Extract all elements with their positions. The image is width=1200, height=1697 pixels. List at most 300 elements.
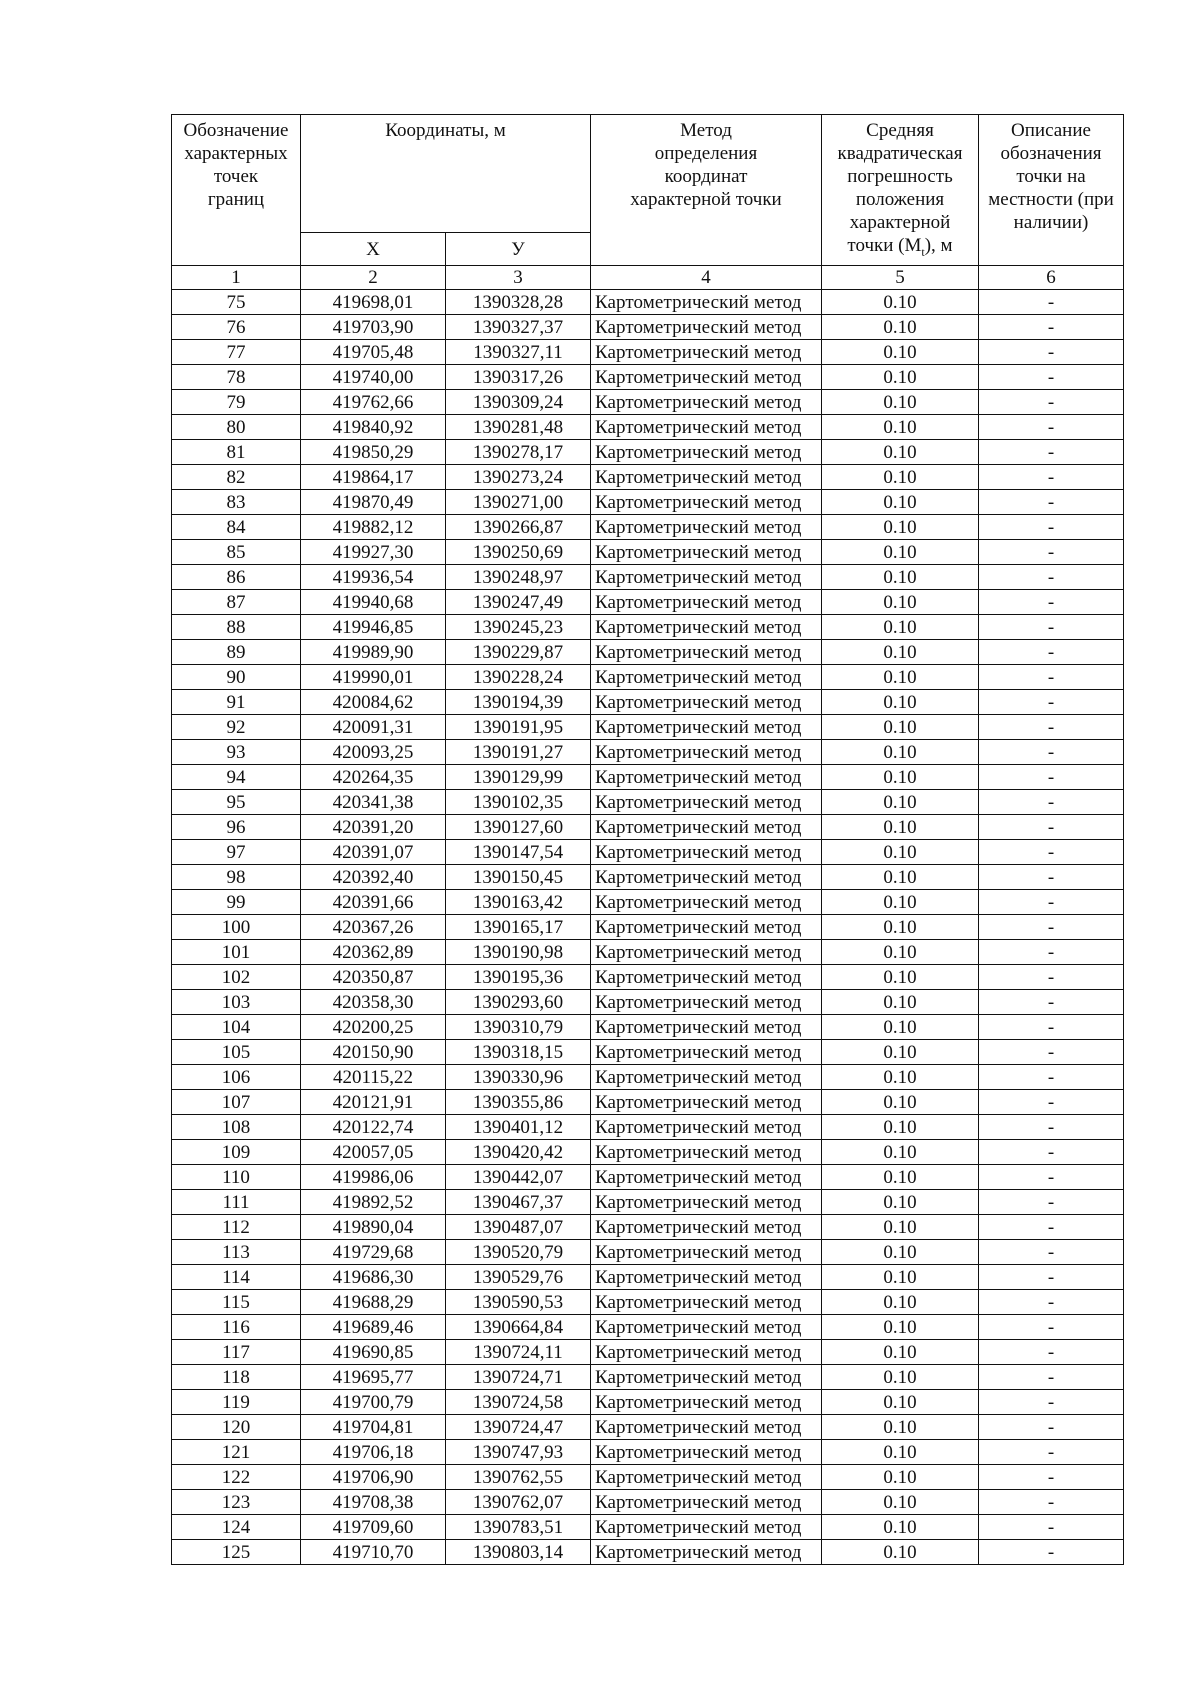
method-cell: Картометрический метод [591,665,822,690]
x-coordinate-cell: 419850,29 [301,440,446,465]
x-coordinate-cell: 419990,01 [301,665,446,690]
method-cell: Картометрический метод [591,1490,822,1515]
table-row [172,790,1124,815]
coordinates-table [171,114,1124,1565]
y-coordinate-cell: 1390229,87 [446,640,591,665]
mean-error-cell: 0.10 [822,815,979,840]
mean-error-cell: 0.10 [822,915,979,940]
method-cell: Картометрический метод [591,1440,822,1465]
column-number: 5 [822,266,979,290]
table-row [172,1065,1124,1090]
method-cell: Картометрический метод [591,990,822,1015]
x-coordinate-cell: 419703,90 [301,315,446,340]
table-row [172,1490,1124,1515]
y-coordinate-cell: 1390442,07 [446,1165,591,1190]
mean-error-cell: 0.10 [822,490,979,515]
column-number: 3 [446,266,591,290]
description-cell: - [979,1340,1124,1365]
y-coordinate-cell: 1390330,96 [446,1065,591,1090]
table-row [172,1265,1124,1290]
y-coordinate-cell: 1390355,86 [446,1090,591,1115]
method-cell: Картометрический метод [591,815,822,840]
table-row [172,1115,1124,1140]
y-coordinate-cell: 1390293,60 [446,990,591,1015]
point-number-cell: 104 [172,1015,301,1040]
table-body [172,290,1124,1565]
description-cell: - [979,1465,1124,1490]
mean-error-cell: 0.10 [822,440,979,465]
point-number-cell: 86 [172,565,301,590]
y-coordinate-cell: 1390191,27 [446,740,591,765]
mean-error-cell: 0.10 [822,765,979,790]
point-number-cell: 91 [172,690,301,715]
method-cell: Картометрический метод [591,965,822,990]
method-cell: Картометрический метод [591,615,822,640]
mean-error-cell: 0.10 [822,1040,979,1065]
point-number-cell: 123 [172,1490,301,1515]
x-coordinate-cell: 420093,25 [301,740,446,765]
mean-error-cell: 0.10 [822,1540,979,1565]
table-row [172,1090,1124,1115]
column-number: 4 [591,266,822,290]
description-cell: - [979,1215,1124,1240]
method-cell: Картометрический метод [591,1065,822,1090]
y-coordinate-cell: 1390783,51 [446,1515,591,1540]
description-cell: - [979,1140,1124,1165]
mean-error-cell: 0.10 [822,1415,979,1440]
x-coordinate-cell: 420122,74 [301,1115,446,1140]
column-numbers-row [172,266,1124,290]
table-row [172,490,1124,515]
mean-error-cell: 0.10 [822,1490,979,1515]
y-coordinate-cell: 1390487,07 [446,1215,591,1240]
table-row [172,1340,1124,1365]
point-number-cell: 116 [172,1315,301,1340]
description-cell: - [979,465,1124,490]
table-row [172,1390,1124,1415]
table-row [172,340,1124,365]
table-row [172,640,1124,665]
description-cell: - [979,865,1124,890]
x-coordinate-cell: 419704,81 [301,1415,446,1440]
table-row [172,1315,1124,1340]
point-number-cell: 75 [172,290,301,315]
method-cell: Картометрический метод [591,1290,822,1315]
table-row [172,915,1124,940]
description-cell: - [979,840,1124,865]
description-cell: - [979,765,1124,790]
header-coordinates: Координаты, м [301,115,591,233]
point-number-cell: 106 [172,1065,301,1090]
description-cell: - [979,1390,1124,1415]
table-row [172,590,1124,615]
x-coordinate-cell: 420121,91 [301,1090,446,1115]
mean-error-cell: 0.10 [822,665,979,690]
method-cell: Картометрический метод [591,765,822,790]
y-coordinate-cell: 1390163,42 [446,890,591,915]
method-cell: Картометрический метод [591,715,822,740]
table-row [172,1540,1124,1565]
point-number-cell: 101 [172,940,301,965]
point-number-cell: 90 [172,665,301,690]
x-coordinate-cell: 419688,29 [301,1290,446,1315]
method-cell: Картометрический метод [591,640,822,665]
mean-error-cell: 0.10 [822,1515,979,1540]
y-coordinate-cell: 1390127,60 [446,815,591,840]
header-mean-error: Средняя квадратическая погрешность положения характерной точки $(M_t)$, м [822,115,979,266]
description-cell: - [979,1440,1124,1465]
table-row [172,1215,1124,1240]
table-row [172,290,1124,315]
y-coordinate-cell: 1390327,37 [446,315,591,340]
y-coordinate-cell: 1390724,47 [446,1415,591,1440]
description-cell: - [979,1165,1124,1190]
point-number-cell: 112 [172,1215,301,1240]
table-row [172,1165,1124,1190]
point-number-cell: 93 [172,740,301,765]
mean-error-cell: 0.10 [822,1015,979,1040]
x-coordinate-cell: 420150,90 [301,1040,446,1065]
point-number-cell: 81 [172,440,301,465]
y-coordinate-cell: 1390245,23 [446,615,591,640]
x-coordinate-cell: 420200,25 [301,1015,446,1040]
point-number-cell: 82 [172,465,301,490]
mean-error-cell: 0.10 [822,1140,979,1165]
point-number-cell: 117 [172,1340,301,1365]
x-coordinate-cell: 419927,30 [301,540,446,565]
point-number-cell: 124 [172,1515,301,1540]
header-point-designation: Обозначение характерных точек границ [172,115,301,266]
point-number-cell: 103 [172,990,301,1015]
mean-error-cell: 0.10 [822,415,979,440]
y-coordinate-cell: 1390590,53 [446,1290,591,1315]
method-cell: Картометрический метод [591,1090,822,1115]
table-row [172,1415,1124,1440]
description-cell: - [979,1040,1124,1065]
x-coordinate-cell: 419695,77 [301,1365,446,1390]
mean-error-cell: 0.10 [822,1090,979,1115]
point-number-cell: 125 [172,1540,301,1565]
x-coordinate-cell: 419698,01 [301,290,446,315]
table-row [172,1465,1124,1490]
table-row [172,515,1124,540]
x-coordinate-cell: 420367,26 [301,915,446,940]
y-coordinate-cell: 1390724,71 [446,1365,591,1390]
y-coordinate-cell: 1390664,84 [446,1315,591,1340]
y-coordinate-cell: 1390317,26 [446,365,591,390]
point-number-cell: 105 [172,1040,301,1065]
mean-error-cell: 0.10 [822,640,979,665]
mean-error-cell: 0.10 [822,365,979,390]
mean-error-cell: 0.10 [822,315,979,340]
method-cell: Картометрический метод [591,340,822,365]
mean-error-cell: 0.10 [822,1315,979,1340]
point-number-cell: 87 [172,590,301,615]
y-coordinate-cell: 1390228,24 [446,665,591,690]
x-coordinate-cell: 419882,12 [301,515,446,540]
x-coordinate-cell: 419689,46 [301,1315,446,1340]
x-coordinate-cell: 419940,68 [301,590,446,615]
point-number-cell: 119 [172,1390,301,1415]
method-cell: Картометрический метод [591,1465,822,1490]
point-number-cell: 111 [172,1190,301,1215]
point-number-cell: 97 [172,840,301,865]
description-cell: - [979,440,1124,465]
description-cell: - [979,315,1124,340]
table-row [172,540,1124,565]
point-number-cell: 94 [172,765,301,790]
mean-error-cell: 0.10 [822,590,979,615]
column-number: 2 [301,266,446,290]
description-cell: - [979,740,1124,765]
table-row [172,440,1124,465]
table-row [172,1240,1124,1265]
point-number-cell: 107 [172,1090,301,1115]
mean-error-cell: 0.10 [822,715,979,740]
description-cell: - [979,665,1124,690]
point-number-cell: 115 [172,1290,301,1315]
y-coordinate-cell: 1390248,97 [446,565,591,590]
point-number-cell: 102 [172,965,301,990]
x-coordinate-cell: 419740,00 [301,365,446,390]
description-cell: - [979,790,1124,815]
y-coordinate-cell: 1390762,07 [446,1490,591,1515]
description-cell: - [979,515,1124,540]
x-coordinate-cell: 420391,66 [301,890,446,915]
description-cell: - [979,1415,1124,1440]
description-cell: - [979,490,1124,515]
mean-error-cell: 0.10 [822,390,979,415]
column-number: 1 [172,266,301,290]
method-cell: Картометрический метод [591,540,822,565]
mean-error-cell: 0.10 [822,1465,979,1490]
y-coordinate-cell: 1390191,95 [446,715,591,740]
method-cell: Картометрический метод [591,865,822,890]
x-coordinate-cell: 419946,85 [301,615,446,640]
y-coordinate-cell: 1390520,79 [446,1240,591,1265]
y-coordinate-cell: 1390762,55 [446,1465,591,1490]
method-cell: Картометрический метод [591,740,822,765]
description-cell: - [979,1015,1124,1040]
x-coordinate-cell: 420084,62 [301,690,446,715]
description-cell: - [979,340,1124,365]
description-cell: - [979,965,1124,990]
mean-error-cell: 0.10 [822,465,979,490]
method-cell: Картометрический метод [591,1040,822,1065]
mean-error-cell: 0.10 [822,1340,979,1365]
mean-error-cell: 0.10 [822,340,979,365]
mean-error-cell: 0.10 [822,865,979,890]
x-coordinate-cell: 420057,05 [301,1140,446,1165]
method-cell: Картометрический метод [591,1515,822,1540]
x-coordinate-cell: 420350,87 [301,965,446,990]
y-coordinate-cell: 1390194,39 [446,690,591,715]
description-cell: - [979,715,1124,740]
mean-error-cell: 0.10 [822,540,979,565]
mean-error-cell: 0.10 [822,890,979,915]
description-cell: - [979,615,1124,640]
description-cell: - [979,1190,1124,1215]
y-coordinate-cell: 1390318,15 [446,1040,591,1065]
description-cell: - [979,415,1124,440]
method-cell: Картометрический метод [591,1115,822,1140]
y-coordinate-cell: 1390102,35 [446,790,591,815]
point-number-cell: 78 [172,365,301,390]
point-number-cell: 80 [172,415,301,440]
point-number-cell: 85 [172,540,301,565]
y-coordinate-cell: 1390250,69 [446,540,591,565]
method-cell: Картометрический метод [591,1540,822,1565]
x-coordinate-cell: 419864,17 [301,465,446,490]
description-cell: - [979,1490,1124,1515]
method-cell: Картометрический метод [591,290,822,315]
x-coordinate-cell: 420358,30 [301,990,446,1015]
description-cell: - [979,540,1124,565]
method-cell: Картометрический метод [591,890,822,915]
point-number-cell: 121 [172,1440,301,1465]
method-cell: Картометрический метод [591,1415,822,1440]
method-cell: Картометрический метод [591,1265,822,1290]
y-coordinate-cell: 1390803,14 [446,1540,591,1565]
table-row [172,715,1124,740]
description-cell: - [979,1290,1124,1315]
x-coordinate-cell: 419709,60 [301,1515,446,1540]
y-coordinate-cell: 1390420,42 [446,1140,591,1165]
point-number-cell: 108 [172,1115,301,1140]
table-row [172,1140,1124,1165]
point-number-cell: 100 [172,915,301,940]
table-row [172,465,1124,490]
method-cell: Картометрический метод [591,490,822,515]
description-cell: - [979,1540,1124,1565]
point-number-cell: 76 [172,315,301,340]
table-row [172,765,1124,790]
y-coordinate-cell: 1390165,17 [446,915,591,940]
method-cell: Картометрический метод [591,1215,822,1240]
description-cell: - [979,390,1124,415]
table-row [172,990,1124,1015]
y-coordinate-cell: 1390309,24 [446,390,591,415]
x-coordinate-cell: 419892,52 [301,1190,446,1215]
description-cell: - [979,1240,1124,1265]
table-row [172,740,1124,765]
method-cell: Картометрический метод [591,440,822,465]
y-coordinate-cell: 1390150,45 [446,865,591,890]
header-description: Описание обозначения точки на местности (при наличии) [979,115,1124,266]
mean-error-cell: 0.10 [822,965,979,990]
x-coordinate-cell: 419989,90 [301,640,446,665]
y-coordinate-cell: 1390271,00 [446,490,591,515]
y-coordinate-cell: 1390328,28 [446,290,591,315]
mean-error-cell: 0.10 [822,1165,979,1190]
description-cell: - [979,1515,1124,1540]
table-row [172,890,1124,915]
x-coordinate-cell: 420392,40 [301,865,446,890]
description-cell: - [979,1365,1124,1390]
method-cell: Картометрический метод [591,1340,822,1365]
description-cell: - [979,290,1124,315]
y-coordinate-cell: 1390747,93 [446,1440,591,1465]
column-number: 6 [979,266,1124,290]
method-cell: Картометрический метод [591,840,822,865]
mean-error-cell: 0.10 [822,290,979,315]
table-row [172,690,1124,715]
method-cell: Картометрический метод [591,365,822,390]
x-coordinate-cell: 419708,38 [301,1490,446,1515]
method-cell: Картометрический метод [591,590,822,615]
table-row [172,1515,1124,1540]
point-number-cell: 122 [172,1465,301,1490]
x-coordinate-cell: 419706,18 [301,1440,446,1465]
method-cell: Картометрический метод [591,915,822,940]
table-row [172,390,1124,415]
point-number-cell: 95 [172,790,301,815]
mean-error-cell: 0.10 [822,990,979,1015]
description-cell: - [979,915,1124,940]
table-row [172,315,1124,340]
point-number-cell: 84 [172,515,301,540]
table-row [172,965,1124,990]
method-cell: Картометрический метод [591,1240,822,1265]
x-coordinate-cell: 419690,85 [301,1340,446,1365]
y-coordinate-cell: 1390401,12 [446,1115,591,1140]
y-coordinate-cell: 1390247,49 [446,590,591,615]
point-number-cell: 88 [172,615,301,640]
method-cell: Картометрический метод [591,515,822,540]
point-number-cell: 98 [172,865,301,890]
mean-error-cell: 0.10 [822,840,979,865]
mean-error-cell: 0.10 [822,1065,979,1090]
mean-error-cell: 0.10 [822,740,979,765]
table-row [172,940,1124,965]
mean-error-cell: 0.10 [822,690,979,715]
y-coordinate-cell: 1390273,24 [446,465,591,490]
method-cell: Картометрический метод [591,1390,822,1415]
method-cell: Картометрический метод [591,315,822,340]
point-number-cell: 120 [172,1415,301,1440]
header-y: У [446,233,591,266]
point-number-cell: 92 [172,715,301,740]
y-coordinate-cell: 1390724,58 [446,1390,591,1415]
description-cell: - [979,565,1124,590]
description-cell: - [979,365,1124,390]
mean-error-cell: 0.10 [822,940,979,965]
method-cell: Картометрический метод [591,1165,822,1190]
y-coordinate-cell: 1390195,36 [446,965,591,990]
description-cell: - [979,590,1124,615]
description-cell: - [979,640,1124,665]
method-cell: Картометрический метод [591,940,822,965]
method-cell: Картометрический метод [591,465,822,490]
y-coordinate-cell: 1390190,98 [446,940,591,965]
header-x: Х [301,233,446,266]
method-cell: Картометрический метод [591,1315,822,1340]
y-coordinate-cell: 1390724,11 [446,1340,591,1365]
table-row [172,1290,1124,1315]
description-cell: - [979,1065,1124,1090]
mean-error-cell: 0.10 [822,1115,979,1140]
mean-error-cell: 0.10 [822,515,979,540]
method-cell: Картометрический метод [591,1140,822,1165]
x-coordinate-cell: 419729,68 [301,1240,446,1265]
description-cell: - [979,690,1124,715]
table-row [172,1015,1124,1040]
y-coordinate-cell: 1390310,79 [446,1015,591,1040]
x-coordinate-cell: 419700,79 [301,1390,446,1415]
table-row [172,865,1124,890]
x-coordinate-cell: 420362,89 [301,940,446,965]
x-coordinate-cell: 419870,49 [301,490,446,515]
